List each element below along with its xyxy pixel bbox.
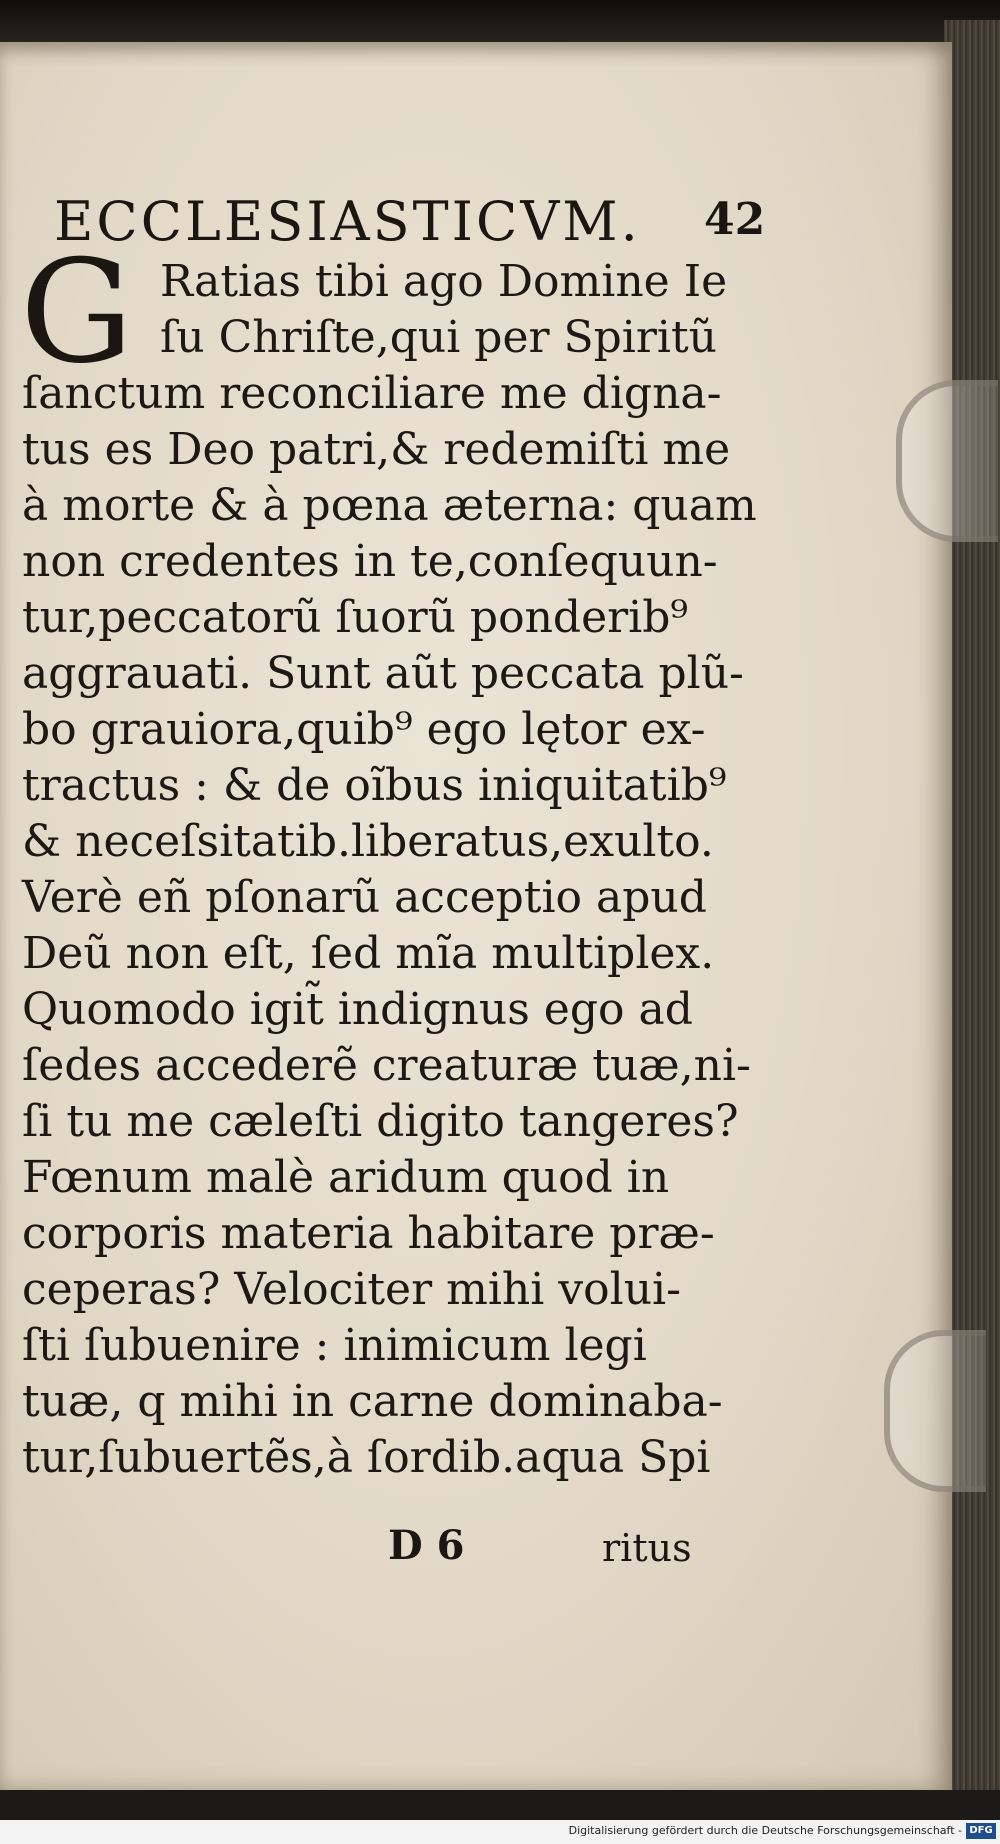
text-line: Fœnum malè aridum quod in xyxy=(22,1152,670,1203)
text-line: Deũ non eſt, ſed mĩa multiplex. xyxy=(22,928,715,979)
text-line: tur,ſubuertẽs,à ſordib.aqua Spi xyxy=(22,1432,711,1483)
catchword: ritus xyxy=(602,1526,692,1570)
book-top-edge xyxy=(0,0,1000,48)
text-line: bo grauiora,quib⁹ ego lętor ex- xyxy=(22,704,706,755)
page-stack-edge xyxy=(944,20,1000,1790)
credit-text: Digitalisierung gefördert durch die Deutsche Forschungsgemeinschaft - xyxy=(568,1824,962,1837)
text-line: & neceſsitatib.liberatus,exulto. xyxy=(22,816,714,867)
text-line: ſi tu me cæleſti digito tangeres? xyxy=(22,1096,739,1147)
body-text xyxy=(22,254,757,1486)
signature-mark: D 6 xyxy=(388,1522,465,1569)
text-line: aggrauati. Sunt aũt peccata plũ- xyxy=(22,648,744,699)
text-line: ceperas? Velociter mihi volui- xyxy=(22,1264,681,1315)
text-line: corporis materia habitare præ- xyxy=(22,1208,715,1259)
page-clip xyxy=(884,1330,986,1492)
drop-cap: G xyxy=(20,230,134,395)
text-line: tuæ, q mihi in carne dominaba- xyxy=(22,1376,723,1427)
text-line: Verè eñ pſonarũ acceptio apud xyxy=(22,872,707,923)
text-line: tractus : & de oĩbus iniquitatib⁹ xyxy=(22,760,727,811)
text-line: non credentes in te,conſequun- xyxy=(22,536,718,587)
book-page xyxy=(0,42,952,1790)
page-clip xyxy=(896,380,998,542)
text-line: ſedes accederẽ creaturæ tuæ,ni- xyxy=(22,1040,751,1091)
running-head: ECCLESIASTICVM. xyxy=(54,190,641,253)
dfg-logo: DFG xyxy=(966,1823,996,1839)
text-line: ſanctum reconciliare me digna- xyxy=(22,368,722,419)
text-line: tus es Deo patri,& redemiſti me xyxy=(22,424,731,475)
page-footer xyxy=(0,1522,720,1592)
text-line: tur,peccatorũ ſuorũ ponderib⁹ xyxy=(22,592,689,643)
text-line: Ratias tibi ago Domine Ie xyxy=(160,256,728,307)
text-line: à morte & à pœna æterna: quam xyxy=(22,480,757,531)
credit-bar xyxy=(0,1820,1000,1844)
text-line: Quomodo igit̃ indignus ego ad xyxy=(22,984,693,1035)
text-line: ſu Chriſte,qui per Spiritũ xyxy=(160,312,718,363)
page-header xyxy=(54,190,774,260)
folio-number: 42 xyxy=(704,194,766,245)
text-line: ſti ſubuenire : inimicum legi xyxy=(22,1320,647,1371)
